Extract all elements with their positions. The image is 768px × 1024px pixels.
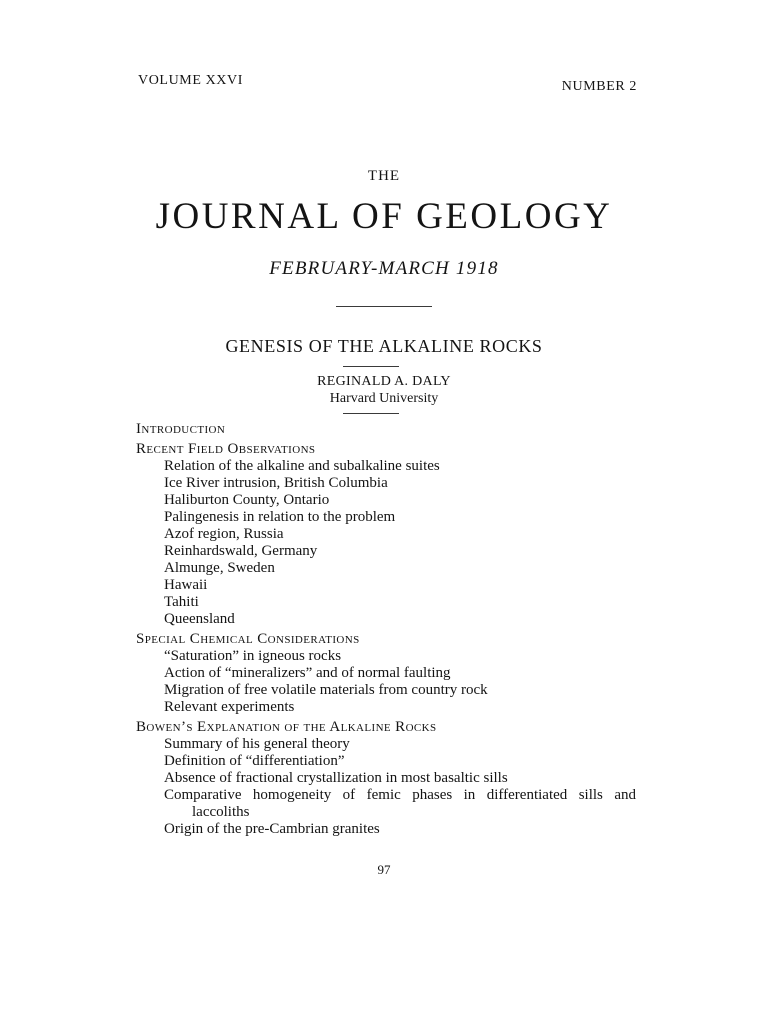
author-affiliation: Harvard University (329, 391, 439, 406)
toc-item: Migration of free volatile materials from country rock (164, 682, 488, 698)
toc-item-wrapped (136, 787, 636, 821)
toc-section-introduction: Introduction (136, 421, 226, 437)
article-title: GENESIS OF THE ALKALINE ROCKS (225, 336, 543, 356)
masthead-divider (336, 306, 432, 307)
toc-section-special-chemical-considerations: Special Chemical Considerations (136, 631, 360, 647)
issue-date: FEBRUARY-MARCH 1918 (269, 258, 499, 279)
toc-item: Ice River intrusion, British Columbia (164, 475, 388, 491)
toc-section-recent-field-observations: Recent Field Observations (136, 441, 316, 457)
title-divider (343, 366, 399, 367)
toc-item-continuation: laccoliths (192, 804, 250, 820)
toc-item: Relevant experiments (164, 699, 295, 715)
toc-item: Palingenesis in relation to the problem (164, 509, 396, 525)
toc-item: Queensland (164, 611, 235, 627)
toc-item: Origin of the pre-Cambrian granites (164, 821, 380, 837)
toc-section-bowens-explanation: Bowen’s Explanation of the Alkaline Rocks (136, 719, 437, 735)
toc-item: “Saturation” in igneous rocks (164, 648, 342, 664)
journal-title: JOURNAL OF GEOLOGY (155, 196, 613, 237)
toc-item: Absence of fractional crystallization in most basaltic sills (164, 770, 508, 786)
toc-item: Definition of “differentiation” (164, 753, 345, 769)
toc-item: Hawaii (164, 577, 208, 593)
toc-item-line: Comparative homogeneity of femic phases in differentiated sills and (164, 787, 636, 803)
toc-item: Almunge, Sweden (164, 560, 275, 576)
toc-item: Action of “mineralizers” and of normal faulting (164, 665, 451, 681)
table-of-contents (136, 421, 636, 838)
toc-item: Haliburton County, Ontario (164, 492, 330, 508)
volume-label: VOLUME XXVI (138, 73, 243, 88)
masthead-the: THE (367, 168, 401, 184)
author-name: REGINALD A. DALY (317, 374, 451, 389)
toc-item: Tahiti (164, 594, 199, 610)
number-label: NUMBER 2 (561, 79, 637, 94)
toc-item: Reinhardswald, Germany (164, 543, 318, 559)
toc-item: Azof region, Russia (164, 526, 284, 542)
affiliation-divider (343, 413, 399, 414)
page-number: 97 (377, 862, 391, 877)
toc-item: Summary of his general theory (164, 736, 350, 752)
toc-item: Relation of the alkaline and subalkaline suites (164, 458, 440, 474)
